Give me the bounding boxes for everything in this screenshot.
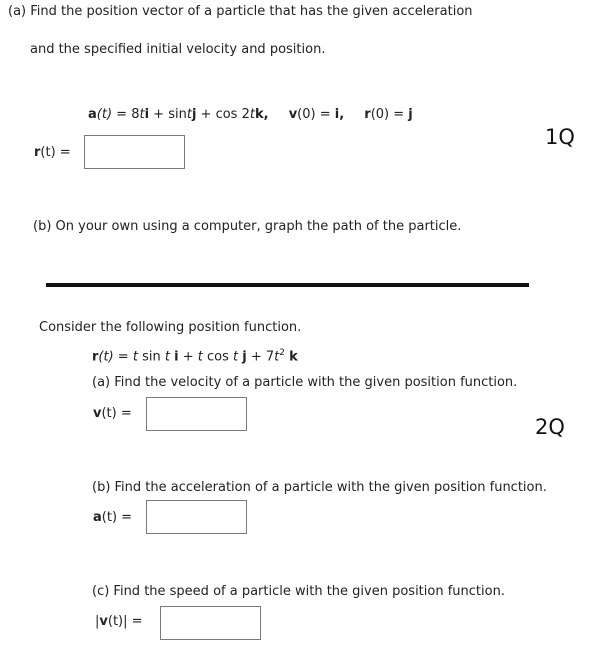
speed-label [95,614,143,629]
r-paren: (t) [40,145,56,160]
a-t3: t [249,107,255,122]
q2-position-function [92,348,298,364]
a-i: i [144,107,150,122]
q2-part-b: (b) Find the acceleration of a particle with the given position function. [92,480,547,495]
r-func-eq: = [113,349,133,365]
a-func-symbol: a [93,510,102,525]
r-func-symbol: r [92,349,99,365]
a-eq: = 8 [112,107,140,122]
r-func-t2: t [164,349,170,365]
a-t2: t [186,107,192,122]
r-func-cos: cos [202,349,233,365]
v-i: i, [334,107,345,122]
r-eq: = [55,145,71,160]
r0-j: j [408,107,413,122]
r-symbol: r [34,145,41,160]
r-func-k: k [289,349,298,365]
q2-part-c: (c) Find the speed of a particle with the given position function. [92,584,505,599]
r-func-plus1: + [178,349,198,365]
q1-given-equations [88,107,413,122]
v-rest: (0) = [297,107,335,122]
r-func-exponent: 2 [279,348,285,358]
v-func-eq: = [116,406,132,421]
v-func-symbol: v [93,406,102,421]
r0-symbol: r [364,107,371,122]
r-func-plus2: + 7 [246,349,275,365]
a-t1: t [139,107,145,122]
v-label [93,406,132,421]
r-func-t3: t [197,349,203,365]
q1-part-a-line2: and the specified initial velocity and position. [30,42,326,57]
q1-tag: 1Q [545,125,575,149]
v-answer-input[interactable] [146,397,247,431]
q2-tag: 2Q [535,415,565,439]
speed-eq: = [127,614,143,629]
r-func-sin: sin [137,349,165,365]
a-symbol: a [88,107,97,122]
r-func-t4: t [232,349,239,365]
r-answer-input[interactable] [84,135,185,169]
v-symbol: v [288,107,298,122]
a-func-paren: (t) [101,510,118,525]
q2-intro: Consider the following position function. [39,320,302,335]
r-func-j: j [242,349,247,365]
q1-part-b: (b) On your own using a computer, graph the path of the particle. [33,219,462,234]
a-plus2: + cos 2 [196,107,250,122]
q1-part-a-line1: (a) Find the position vector of a particle that has the given acceleration [8,4,473,19]
r-func-paren: (t) [98,349,114,365]
r-func-t1: t [132,349,138,365]
speed-bar-left: | [95,614,100,629]
a-paren: (t) [96,107,113,122]
r-func-i: i [174,349,179,365]
speed-bar-right: | [123,614,128,629]
a-j: j [191,107,197,122]
a-k: k, [254,107,269,122]
r0-rest: (0) = [370,107,409,122]
speed-paren: (t) [107,614,124,629]
r-func-t5: t [274,349,280,365]
section-divider [46,283,529,287]
speed-answer-input[interactable] [160,606,261,640]
a-answer-input[interactable] [146,500,247,534]
a-func-eq: = [117,510,133,525]
a-plus1: + sin [149,107,187,122]
speed-symbol: v [99,614,108,629]
a-label [93,510,132,525]
v-func-paren: (t) [101,406,117,421]
q2-part-a: (a) Find the velocity of a particle with the given position function. [92,375,518,390]
r-label [34,145,71,160]
